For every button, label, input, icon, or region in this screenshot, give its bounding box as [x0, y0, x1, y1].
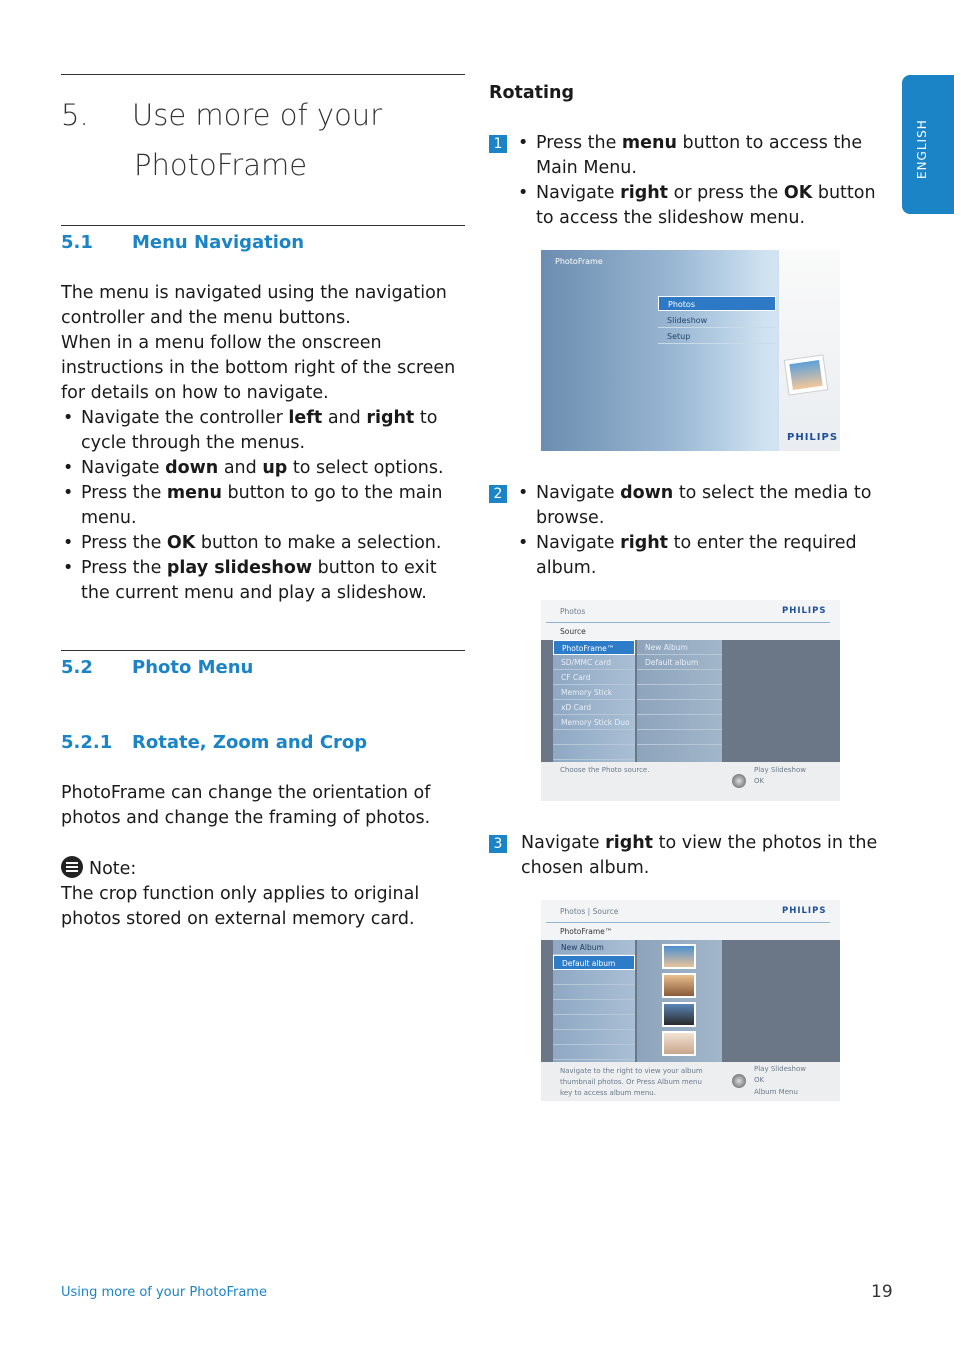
step-3-text: Navigate right to view the photos in the chosen album. — [521, 833, 878, 878]
list-item: Default album — [553, 955, 635, 970]
screen-title: Photos — [560, 607, 586, 616]
section-rule — [61, 225, 465, 226]
section-heading-5-2: 5.2 Photo Menu — [61, 657, 254, 678]
note-heading: Note: — [61, 856, 467, 882]
screen-body — [541, 940, 840, 1062]
note-text: The crop function only applies to original photos stored on external memory card. — [61, 884, 420, 929]
list-item: • Press the menu button to go to the main menu. — [61, 481, 461, 531]
list-item: Default album — [637, 655, 722, 670]
list-item: • Press the menu button to access the Main Menu. — [516, 131, 896, 181]
key-hint: OK — [754, 777, 765, 785]
list-item: Memory Stick Duo — [553, 715, 635, 730]
photo-thumbnail — [662, 973, 696, 998]
key-hint: Play Slideshow — [754, 766, 806, 774]
key-hint: OK — [754, 1076, 765, 1084]
source-label: PhotoFrame™ — [560, 927, 613, 936]
screen-header — [541, 600, 840, 640]
list-item: • Press the play slideshow button to exit the current menu and play a slideshow. — [61, 556, 461, 606]
list-item: • Navigate right to enter the required album. — [516, 531, 896, 581]
list-item: CF Card — [553, 670, 635, 685]
screen-footer — [541, 1062, 840, 1101]
list-item: New Album — [553, 940, 635, 955]
photo-thumbnail — [662, 944, 696, 969]
philips-logo: PHILIPS — [787, 432, 839, 443]
list-item: • Navigate down and up to select options. — [61, 456, 461, 481]
controller-icon — [732, 1074, 746, 1088]
paragraph: When in a menu follow the onscreen instructions in the bottom right of the screen for details on how to navigate. — [61, 333, 456, 403]
paragraph: PhotoFrame can change the orientation of photos and change the framing of photos. — [61, 783, 431, 828]
photo-source-screenshot — [541, 600, 840, 801]
menu-item-setup: Setup — [658, 329, 776, 344]
step-number-2: 2 — [489, 485, 507, 503]
step-1-list — [516, 131, 896, 231]
step-2-list — [516, 481, 896, 581]
chapter-rule — [61, 74, 465, 75]
album-column — [553, 940, 635, 1062]
page-number: 19 — [871, 1282, 893, 1302]
list-item: New Album — [637, 640, 722, 655]
album-thumbnails-screenshot — [541, 900, 840, 1101]
step-number-1: 1 — [489, 135, 507, 153]
section-rule — [61, 650, 465, 651]
section-heading-5-1 — [61, 232, 304, 253]
hint-text: Navigate to the right to view your album thumbnail photos. Or Press Album menu key to access album menu. — [560, 1067, 703, 1097]
note-icon — [61, 856, 83, 878]
list-item: • Press the OK button to make a selection. — [61, 531, 461, 556]
list-item: Memory Stick — [553, 685, 635, 700]
step-number-3: 3 — [489, 835, 507, 853]
hint-text: Choose the Photo source. — [560, 766, 650, 774]
bullet-list — [61, 406, 461, 606]
section-number: 5.1 — [61, 232, 93, 253]
list-item: SD/MMC card — [553, 655, 635, 670]
main-menu-screenshot — [541, 250, 840, 451]
section-title: Menu Navigation — [132, 232, 305, 253]
footer-section-title: Using more of your PhotoFrame — [61, 1285, 267, 1300]
chapter-title-line1: Use more of your — [132, 98, 383, 132]
menu-item-photos: Photos — [658, 296, 776, 311]
menu-navigation-text — [61, 281, 461, 606]
chapter-number: 5. — [61, 98, 89, 132]
album-column — [637, 640, 722, 762]
controller-icon — [732, 774, 746, 788]
list-item: • Navigate right or press the OK button to access the slideshow menu. — [516, 181, 896, 231]
philips-logo: PHILIPS — [782, 906, 827, 916]
list-item: • Navigate the controller left and right to cycle through the menus. — [61, 406, 461, 456]
rotate-zoom-text — [61, 781, 467, 932]
source-label: Source — [560, 627, 586, 636]
source-column — [553, 640, 635, 762]
screen-side-panel — [777, 250, 840, 451]
rotating-heading: Rotating — [489, 83, 575, 103]
screen-header — [541, 900, 840, 940]
screen-title: PhotoFrame — [555, 257, 603, 266]
list-item: • Navigate down to select the media to browse. — [516, 481, 896, 531]
list-item: xD Card — [553, 700, 635, 715]
photo-thumbnail — [662, 1002, 696, 1027]
screen-footer — [541, 762, 840, 801]
list-item: PhotoFrame™ — [553, 640, 635, 655]
section-heading-5-2-1: 5.2.1 Rotate, Zoom and Crop — [61, 732, 368, 753]
screen-title: Photos | Source — [560, 907, 619, 916]
chapter-title-line2: PhotoFrame — [134, 148, 308, 182]
language-tab-label: ENGLISH — [915, 119, 929, 179]
key-hint: Album Menu — [754, 1088, 798, 1096]
key-hint: Play Slideshow — [754, 1065, 806, 1073]
photo-thumbnail — [662, 1031, 696, 1056]
thumbnail-column — [637, 940, 722, 1062]
language-tab — [902, 75, 954, 214]
paragraph: The menu is navigated using the navigation controller and the menu buttons. — [61, 283, 447, 328]
screen-body — [541, 640, 840, 762]
menu-item-slideshow: Slideshow — [658, 313, 776, 328]
photo-stack-icon — [784, 354, 829, 395]
philips-logo: PHILIPS — [782, 606, 827, 616]
